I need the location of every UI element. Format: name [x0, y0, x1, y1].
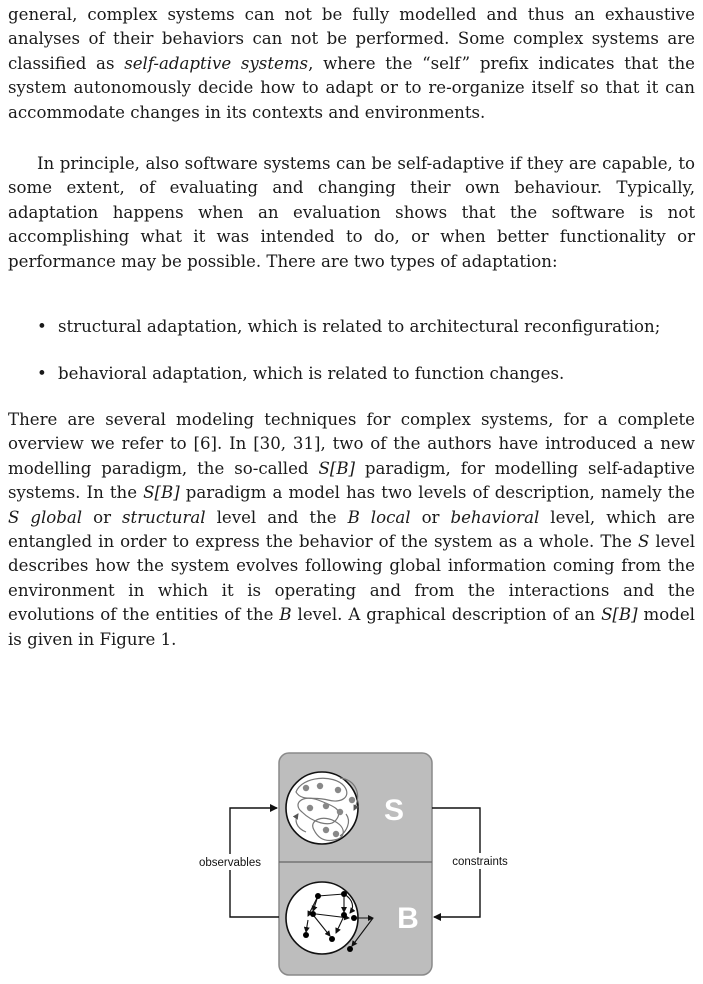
term-self-adaptive-systems: self-adaptive systems: [124, 53, 309, 73]
paragraph-2: In principle, also software systems can be self-adaptive if they are capable, to some extent, of evaluating and changing their own behaviour. Typically, adaptation happens when an evaluation shows that the software is not accomplishing what it was intended to do, or when better functionality or performance may be possible. There are two types of adaptation:: [8, 154, 695, 271]
bullet-text: structural adaptation, which is related to architectural reconfiguration;: [58, 317, 661, 336]
bullet-text: behavioral adaptation, which is related to function changes.: [58, 364, 565, 383]
paragraph-3: There are several modeling techniques for complex systems, for a complete overview we refer to [6]. In [30, 31], two of the authors have introduced a new modelling paradigm, the so-called S[B] paradigm, for modelling self-adaptive systems. In the S[B] paradigm a model has two levels of description, namely the S global or structural level and the B local or behavioral level, which are entangled in order to express the behavior of the system as a whole. The S level describes how the system evolves following global information coming from the environment in which it is operating and from the interactions and the evolutions of the entities of the B level. A graphical description of an S[B] model is given in Figure 1.: [8, 410, 696, 649]
level-label-s: S: [383, 794, 405, 827]
constraints-label: constraints: [452, 856, 508, 868]
structural-level-circle: [286, 772, 358, 844]
bullet-dot: •: [37, 317, 47, 336]
paragraph-1-text-a: general, complex systems can not be fully modelled and thus an exhaustive analyses of their behaviors can not be performed. Some complex systems are classified as: [8, 5, 695, 73]
bullet-dot: •: [37, 364, 47, 383]
level-label-b: B: [397, 902, 419, 935]
paragraph-1-text-b: , where the “self” prefix indicates that the system autonomously decide how to adapt or to re-organize itself so that it can accommodate changes in its contexts and environments.: [8, 53, 696, 122]
observables-label: observables: [198, 857, 262, 869]
paragraph-1: [8, 3, 695, 125]
figure-sb-model-diagram: [184, 750, 524, 980]
